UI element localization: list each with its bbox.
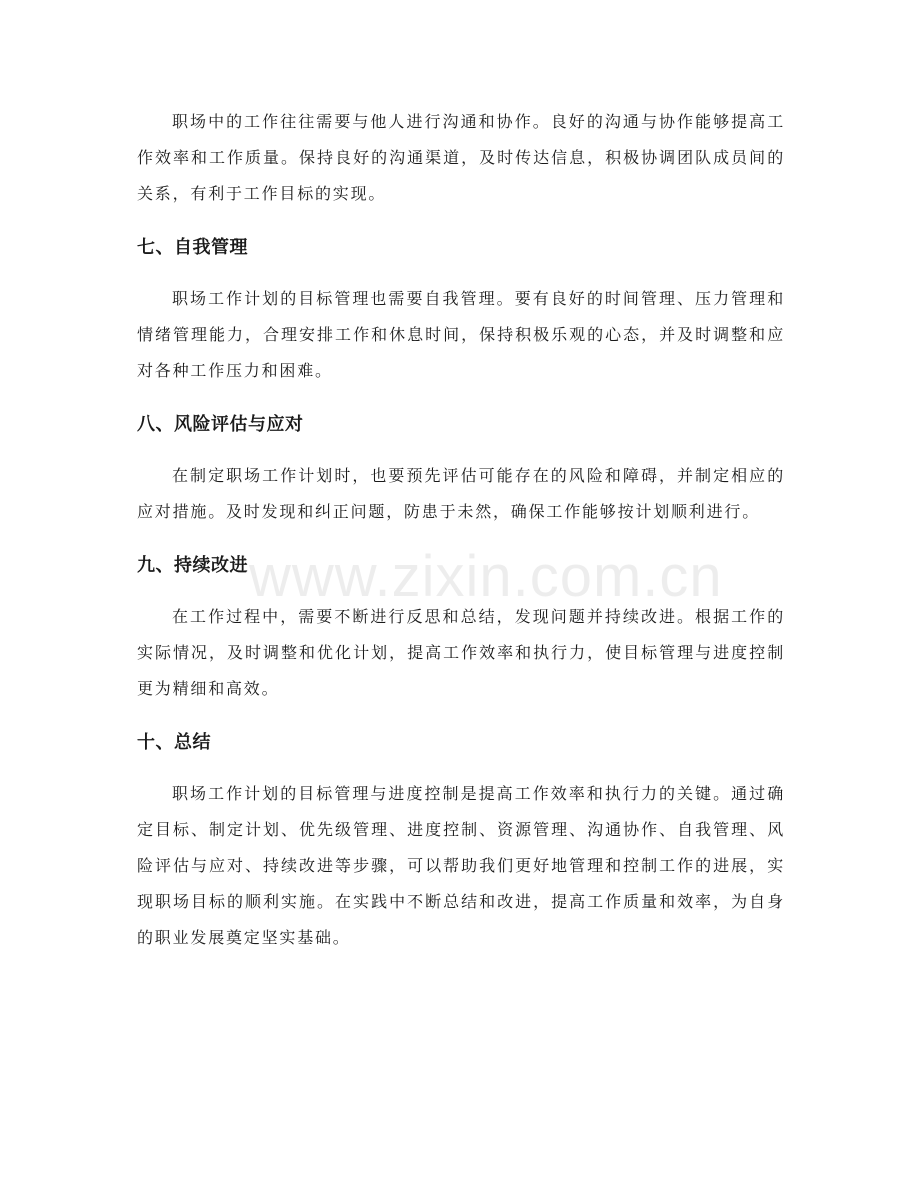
section-heading: 八、风险评估与应对 <box>137 414 304 435</box>
section-risk-assessment <box>137 413 785 530</box>
watermark: www.zixin.com.cn <box>249 544 723 609</box>
section-heading: 七、自我管理 <box>137 237 248 258</box>
section-paragraph: 职场工作计划的目标管理与进度控制是提高工作效率和执行力的关键。通过确定目标、制定计划、优先级管理、进度控制、资源管理、沟通协作、自我管理、风险评估与应对、持续改进等步骤，可以帮助我们更好地管理和控制工作的进展，实现职场目标的顺利实施。在实践中不断总结和改进，提高工作质量和效率，为自身的职业发展奠定坚实基础。 <box>137 784 785 947</box>
section-self-management <box>137 236 785 389</box>
section-paragraph: 在工作过程中，需要不断进行反思和总结，发现问题并持续改进。根据工作的实际情况，及时调整和优化计划，提高工作效率和执行力，使目标管理与进度控制更为精细和高效。 <box>137 607 785 698</box>
section-summary <box>137 731 785 956</box>
section-heading: 九、持续改进 <box>137 555 248 576</box>
intro-paragraph: 职场中的工作往往需要与他人进行沟通和协作。良好的沟通与协作能够提高工作效率和工作质量。保持良好的沟通渠道，及时传达信息，积极协调团队成员间的关系，有利于工作目标的实现。 <box>137 112 785 203</box>
section-heading: 十、总结 <box>137 732 211 753</box>
section-continuous-improvement <box>137 554 785 707</box>
section-paragraph: 职场工作计划的目标管理也需要自我管理。要有良好的时间管理、压力管理和情绪管理能力，合理安排工作和休息时间，保持积极乐观的心态，并及时调整和应对各种工作压力和困难。 <box>137 289 785 380</box>
section-paragraph: 在制定职场工作计划时，也要预先评估可能存在的风险和障碍，并制定相应的应对措施。及时发现和纠正问题，防患于未然，确保工作能够按计划顺利进行。 <box>137 466 785 521</box>
document-body <box>137 104 785 980</box>
